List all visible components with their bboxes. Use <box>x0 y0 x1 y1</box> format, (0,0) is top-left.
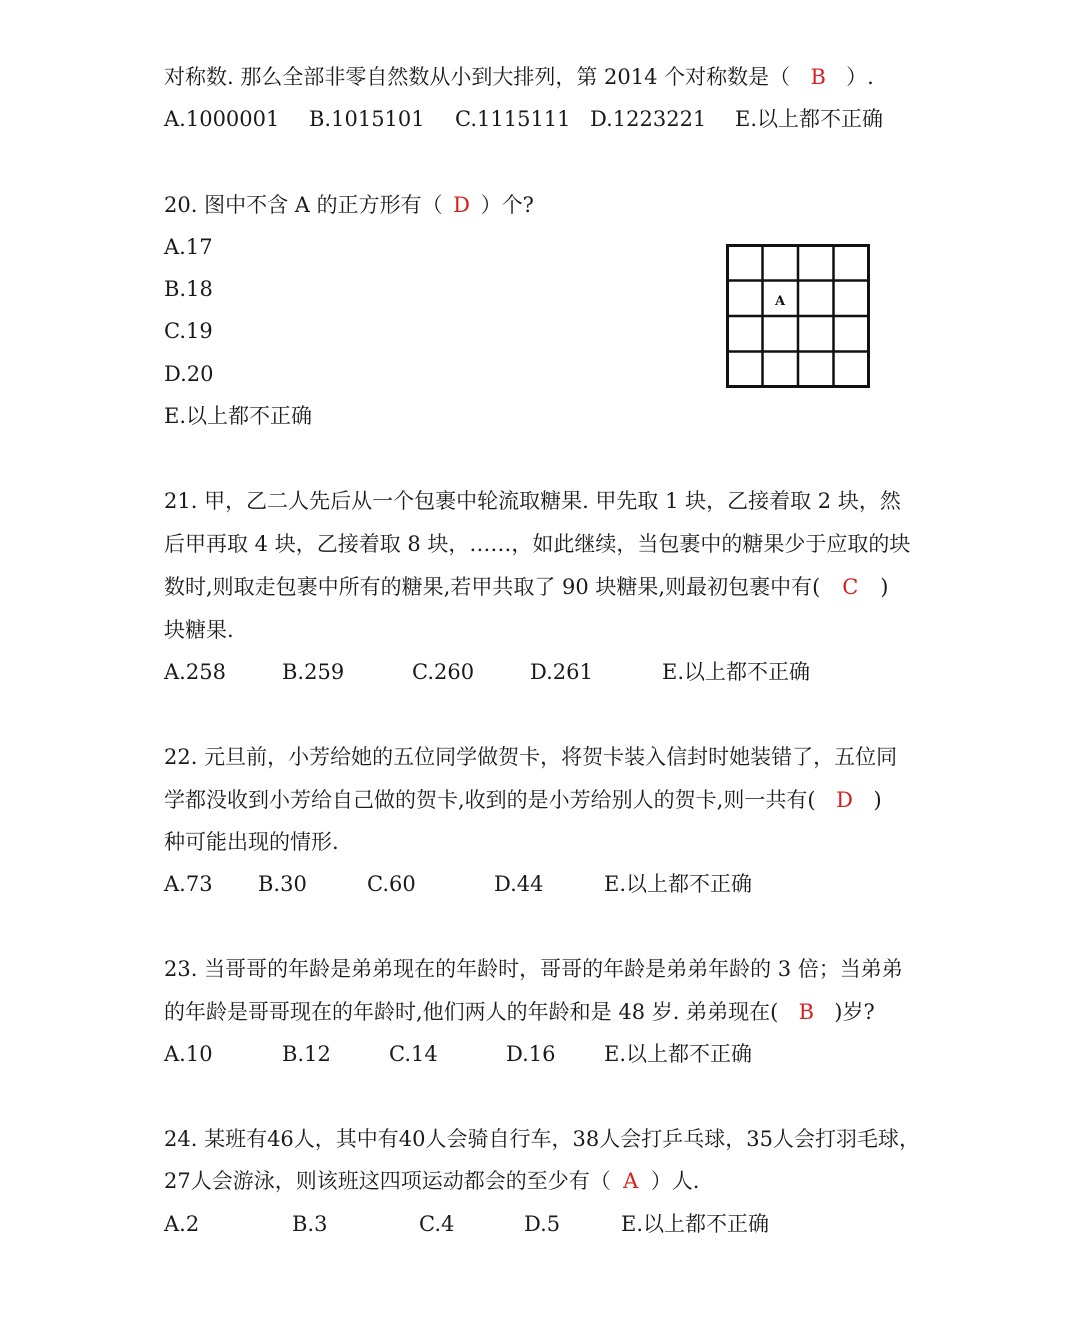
q21-stem-end: ) <box>880 575 889 599</box>
q24-option-d: D.5 <box>524 1212 561 1236</box>
q23-stem-end: )岁? <box>834 1000 875 1024</box>
q19-stem-text: 对称数. 那么全部非零自然数从小到大排列，第 2014 个对称数是（ <box>164 65 791 89</box>
q21-stem-line3 <box>164 572 889 602</box>
q23-option-a: A.10 <box>164 1042 213 1066</box>
q19-option-a: A.1000001 <box>164 107 280 131</box>
q23-stem-text: 的年龄是哥哥现在的年龄时,他们两人的年龄和是 48 岁. 弟弟现在( <box>164 1000 779 1024</box>
q23-answer: B <box>798 1000 815 1024</box>
q24-stem-text: 27人会游泳，则该班这四项运动都会的至少有（ <box>164 1169 611 1193</box>
q20-option-d: D.20 <box>164 362 214 386</box>
q22-stem-end: ) <box>873 788 882 812</box>
q19-option-e: E.以上都不正确 <box>735 107 884 131</box>
q21-answer: C <box>842 575 859 599</box>
q24-option-b: B.3 <box>292 1212 328 1236</box>
q24-stem-end: ）人. <box>650 1169 700 1193</box>
q23-option-c: C.14 <box>389 1042 438 1066</box>
q23-option-e: E.以上都不正确 <box>604 1042 753 1066</box>
q22-answer: D <box>836 788 853 812</box>
q24-stem-line2 <box>164 1166 699 1196</box>
q19-option-c: C.1115111 <box>455 107 571 131</box>
q19-option-b: B.1015101 <box>309 107 425 131</box>
q20-option-e: E.以上都不正确 <box>164 404 313 428</box>
q20-stem-end: ）个? <box>480 193 534 217</box>
q22-stem-line2 <box>164 785 882 815</box>
q22-option-c: C.60 <box>367 872 416 896</box>
q22-stem-line1: 22. 元旦前，小芳给她的五位同学做贺卡，将贺卡装入信封时她装错了，五位同 <box>164 745 898 769</box>
q22-option-d: D.44 <box>494 872 544 896</box>
q22-stem-line3: 种可能出现的情形. <box>164 830 339 854</box>
q19-stem <box>164 62 874 92</box>
q23-option-b: B.12 <box>282 1042 331 1066</box>
q24-option-c: C.4 <box>419 1212 455 1236</box>
q21-option-c: C.260 <box>412 660 475 684</box>
q24-stem-line1: 24. 某班有46人，其中有40人会骑自行车，38人会打乒乓球，35人会打羽毛球， <box>164 1127 920 1151</box>
grid-label-a: A <box>774 294 786 309</box>
q19-stem-end: ）. <box>846 65 874 89</box>
q20-option-c: C.19 <box>164 319 213 343</box>
q21-stem-line1: 21. 甲，乙二人先后从一个包裹中轮流取糖果. 甲先取 1 块，乙接着取 2 块，然 <box>164 489 901 513</box>
q23-stem-line1: 23. 当哥哥的年龄是弟弟现在的年龄时，哥哥的年龄是弟弟年龄的 3 倍；当弟弟 <box>164 957 903 981</box>
q21-option-a: A.258 <box>164 660 226 684</box>
q22-option-e: E.以上都不正确 <box>604 872 753 896</box>
q24-option-e: E.以上都不正确 <box>621 1212 770 1236</box>
q23-stem-line2 <box>164 997 875 1027</box>
q20-grid-svg <box>726 244 870 388</box>
q22-option-a: A.73 <box>164 872 213 896</box>
q21-option-e: E.以上都不正确 <box>662 660 811 684</box>
q22-option-b: B.30 <box>258 872 307 896</box>
q20-stem <box>164 190 534 220</box>
q20-square-grid-figure <box>726 244 870 388</box>
q21-stem-line2: 后甲再取 4 块，乙接着取 8 块，……，如此继续，当包裹中的糖果少于应取的块 <box>164 532 911 556</box>
q21-option-b: B.259 <box>282 660 345 684</box>
q24-option-a: A.2 <box>164 1212 200 1236</box>
q20-stem-text: 20. 图中不含 A 的正方形有（ <box>164 193 443 217</box>
q20-option-a: A.17 <box>164 235 213 259</box>
q20-option-b: B.18 <box>164 277 213 301</box>
q22-stem-text: 学都没收到小芳给自己做的贺卡,收到的是小芳给别人的贺卡,则一共有( <box>164 788 816 812</box>
q21-stem-text: 数时,则取走包裹中所有的糖果,若甲共取了 90 块糖果,则最初包裹中有( <box>164 575 821 599</box>
q23-option-d: D.16 <box>506 1042 556 1066</box>
q19-answer: B <box>810 65 826 89</box>
q24-answer: A <box>623 1169 639 1193</box>
q21-option-d: D.261 <box>530 660 593 684</box>
q20-answer: D <box>453 193 471 217</box>
q21-stem-line4: 块糖果. <box>164 618 234 642</box>
q19-option-d: D.1223221 <box>590 107 707 131</box>
